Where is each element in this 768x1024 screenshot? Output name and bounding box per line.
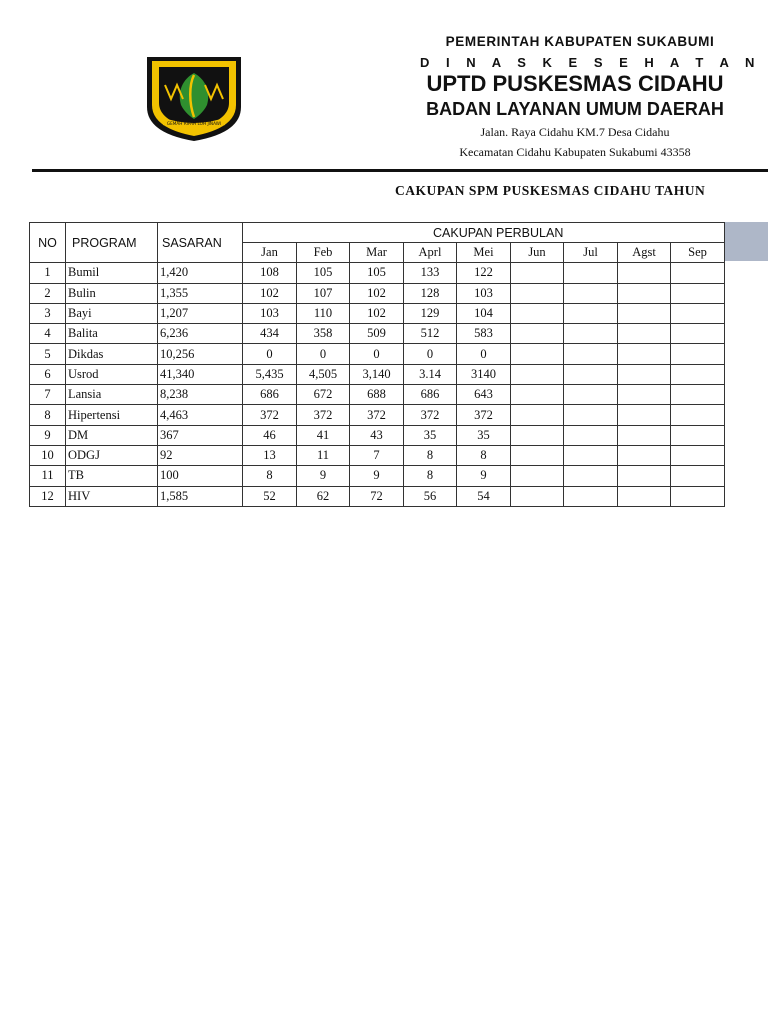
document-title: CAKUPAN SPM PUSKESMAS CIDAHU TAHUN [395,183,706,198]
monthly-value [671,344,725,364]
header-monthly-coverage: CAKUPAN PERBULAN [243,223,725,243]
monthly-value: 122 [457,263,511,283]
monthly-value [564,425,618,445]
table-row [30,344,725,364]
monthly-value: 102 [350,303,404,323]
monthly-value: 5,435 [243,364,297,384]
emblem-motto: GEMAH RIPAH LOH JINAWI [166,121,222,126]
monthly-value [671,486,725,506]
monthly-value [671,445,725,465]
monthly-value: 41 [297,425,350,445]
program-name: HIV [66,486,158,506]
monthly-value: 688 [350,385,404,405]
monthly-value: 686 [404,385,457,405]
monthly-value [671,425,725,445]
institution-name: UPTD PUSKESMAS CIDAHU [426,71,724,96]
header-program: PROGRAM [66,223,158,263]
monthly-value [671,405,725,425]
monthly-value: 105 [297,263,350,283]
header-month: Sep [671,243,725,263]
row-number: 7 [30,385,66,405]
program-name: Balita [66,324,158,344]
letterhead-divider [32,169,768,172]
header-month: Jul [564,243,618,263]
monthly-value: 8 [243,466,297,486]
header-month: Aprl [404,243,457,263]
table-row [30,324,725,344]
monthly-value [618,466,671,486]
monthly-value: 56 [404,486,457,506]
monthly-value [564,364,618,384]
monthly-value: 0 [404,344,457,364]
row-number: 6 [30,364,66,384]
program-name: Dikdas [66,344,158,364]
monthly-value: 372 [404,405,457,425]
monthly-value: 372 [350,405,404,425]
monthly-value: 7 [350,445,404,465]
row-number: 10 [30,445,66,465]
target-value: 100 [158,466,243,486]
row-number: 5 [30,344,66,364]
target-value: 1,585 [158,486,243,506]
program-name: Bayi [66,303,158,323]
monthly-value: 512 [404,324,457,344]
monthly-value [511,364,564,384]
monthly-value: 3.14 [404,364,457,384]
target-value: 4,463 [158,405,243,425]
address-line-1: Jalan. Raya Cidahu KM.7 Desa Cidahu [480,125,670,139]
table-row [30,405,725,425]
monthly-value [564,344,618,364]
table-row [30,263,725,283]
monthly-value [511,445,564,465]
program-name: ODGJ [66,445,158,465]
monthly-value: 107 [297,283,350,303]
header-month: Feb [297,243,350,263]
header-no: NO [30,223,66,263]
table-row [30,425,725,445]
row-number: 2 [30,283,66,303]
monthly-value [618,283,671,303]
monthly-value: 11 [297,445,350,465]
monthly-value: 434 [243,324,297,344]
monthly-value [564,303,618,323]
program-name: Bulin [66,283,158,303]
monthly-value: 35 [457,425,511,445]
program-name: Hipertensi [66,405,158,425]
monthly-value [618,385,671,405]
monthly-value [618,344,671,364]
monthly-value: 358 [297,324,350,344]
table-row [30,364,725,384]
monthly-value: 108 [243,263,297,283]
monthly-value: 583 [457,324,511,344]
monthly-value: 509 [350,324,404,344]
monthly-value: 0 [350,344,404,364]
monthly-value [671,263,725,283]
monthly-value: 129 [404,303,457,323]
target-value: 41,340 [158,364,243,384]
monthly-value [511,263,564,283]
monthly-value: 8 [404,466,457,486]
monthly-value [618,405,671,425]
target-value: 8,238 [158,385,243,405]
table-row [30,486,725,506]
coverage-table [29,222,725,507]
monthly-value [671,283,725,303]
target-value: 1,207 [158,303,243,323]
monthly-value [671,303,725,323]
target-value: 1,420 [158,263,243,283]
letterhead [0,0,768,170]
monthly-value: 13 [243,445,297,465]
row-number: 1 [30,263,66,283]
monthly-value [671,364,725,384]
monthly-value [511,324,564,344]
monthly-value: 102 [350,283,404,303]
row-number: 11 [30,466,66,486]
institution-type: BADAN LAYANAN UMUM DAERAH [426,99,724,119]
monthly-value: 0 [457,344,511,364]
monthly-value: 672 [297,385,350,405]
row-number: 9 [30,425,66,445]
monthly-value [511,344,564,364]
target-value: 6,236 [158,324,243,344]
monthly-value [618,303,671,323]
monthly-value [618,263,671,283]
monthly-value [564,263,618,283]
table-row [30,283,725,303]
row-number: 8 [30,405,66,425]
monthly-value [618,364,671,384]
monthly-value [671,324,725,344]
monthly-value: 9 [457,466,511,486]
monthly-value: 643 [457,385,511,405]
program-name: Usrod [66,364,158,384]
monthly-value [564,405,618,425]
header-sasaran: SASARAN [158,223,243,263]
monthly-value: 43 [350,425,404,445]
table-row [30,303,725,323]
target-value: 1,355 [158,283,243,303]
target-value: 10,256 [158,344,243,364]
monthly-value: 133 [404,263,457,283]
header-month: Mar [350,243,404,263]
monthly-value: 372 [243,405,297,425]
program-name: Lansia [66,385,158,405]
monthly-value [564,445,618,465]
monthly-value [511,466,564,486]
monthly-value: 62 [297,486,350,506]
program-name: DM [66,425,158,445]
monthly-value: 0 [243,344,297,364]
monthly-value: 72 [350,486,404,506]
table-row [30,385,725,405]
row-number: 3 [30,303,66,323]
monthly-value [618,425,671,445]
monthly-value: 103 [457,283,511,303]
monthly-value [564,486,618,506]
monthly-value [511,283,564,303]
monthly-value: 102 [243,283,297,303]
monthly-value [511,425,564,445]
table-row [30,445,725,465]
monthly-value [564,466,618,486]
monthly-value: 8 [457,445,511,465]
row-number: 4 [30,324,66,344]
target-value: 367 [158,425,243,445]
monthly-value: 4,505 [297,364,350,384]
monthly-value: 104 [457,303,511,323]
monthly-value [511,385,564,405]
monthly-value [564,324,618,344]
monthly-value: 105 [350,263,404,283]
header-month: Agst [618,243,671,263]
monthly-value: 372 [457,405,511,425]
monthly-value: 9 [350,466,404,486]
row-number: 12 [30,486,66,506]
monthly-value: 35 [404,425,457,445]
monthly-value [671,466,725,486]
monthly-value: 3140 [457,364,511,384]
monthly-value: 3,140 [350,364,404,384]
monthly-value [511,405,564,425]
monthly-value [618,486,671,506]
monthly-value [671,385,725,405]
table-row [30,466,725,486]
monthly-value: 372 [297,405,350,425]
monthly-value: 110 [297,303,350,323]
monthly-value [564,283,618,303]
department-name: D I N A S K E S E H A T A N [420,55,761,70]
monthly-value: 9 [297,466,350,486]
program-name: TB [66,466,158,486]
monthly-value [618,445,671,465]
address-line-2: Kecamatan Cidahu Kabupaten Sukabumi 43358 [459,145,691,159]
monthly-value [511,486,564,506]
monthly-value [564,385,618,405]
header-month: Jun [511,243,564,263]
header-month: Mei [457,243,511,263]
header-shading [725,222,768,261]
monthly-value [511,303,564,323]
program-name: Bumil [66,263,158,283]
header-month: Jan [243,243,297,263]
monthly-value: 128 [404,283,457,303]
monthly-value: 46 [243,425,297,445]
monthly-value: 103 [243,303,297,323]
monthly-value: 8 [404,445,457,465]
monthly-value: 52 [243,486,297,506]
government-name: PEMERINTAH KABUPATEN SUKABUMI [445,34,715,49]
monthly-value [618,324,671,344]
monthly-value: 54 [457,486,511,506]
monthly-value: 686 [243,385,297,405]
monthly-value: 0 [297,344,350,364]
target-value: 92 [158,445,243,465]
